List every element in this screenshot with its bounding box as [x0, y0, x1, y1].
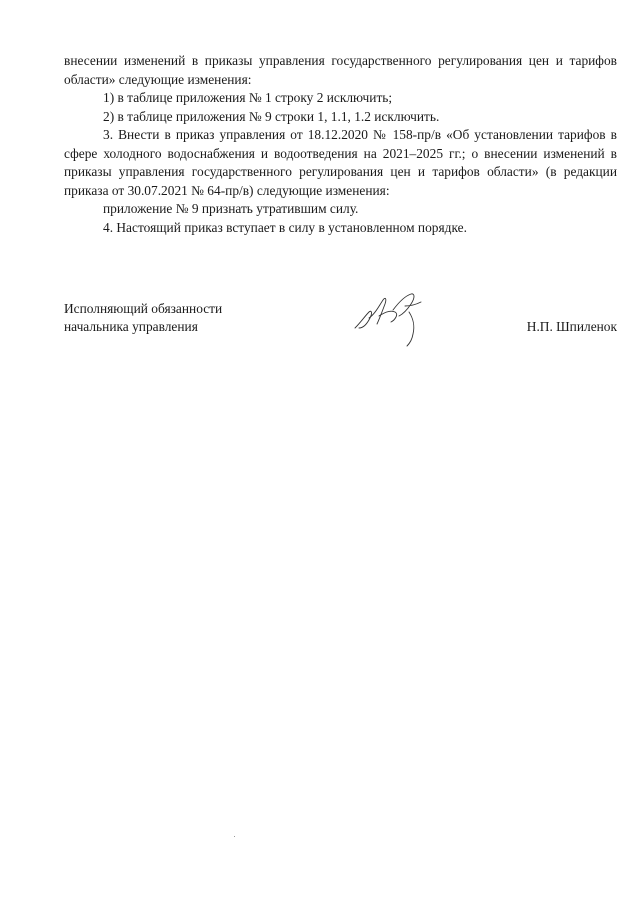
- paragraph-section-3: 3. Внести в приказ управления от 18.12.2020 № 158-пр/в «Об установлении тарифов в сфере холодного водоснабжения и водоотведения на 2021–2025 гг.; о внесении изменений в приказы управления государственного регулирования цен и тарифов области» (в редакции приказа от 30.07.2021 № 64-пр/в) следующие изменения:: [64, 127, 617, 198]
- paragraph-item-1: 1) в таблице приложения № 1 строку 2 исключить;: [103, 90, 393, 105]
- paragraph-section-4: 4. Настоящий приказ вступает в силу в установленном порядке.: [103, 219, 467, 235]
- signatory-title-line-2: начальника управления: [64, 319, 198, 334]
- signatory-title-line-1: Исполняющий обязанности: [64, 301, 223, 316]
- paragraph-appendix-note: приложение № 9 признать утратившим силу.: [103, 201, 359, 216]
- scan-speck: [234, 836, 235, 837]
- handwritten-signature-icon: [349, 288, 439, 350]
- paragraph-continuation: внесении изменений в приказы управления государственного регулирования цен и тарифов области» следующие изменения:: [64, 53, 617, 87]
- document-body: [64, 52, 617, 237]
- signatory-name: Н.П. Шпиленок: [526, 319, 617, 334]
- signatory-title: [64, 300, 222, 336]
- paragraph-item-2: 2) в таблице приложения № 9 строки 1, 1.1, 1.2 исключить.: [103, 108, 440, 124]
- signature-block: [64, 300, 617, 340]
